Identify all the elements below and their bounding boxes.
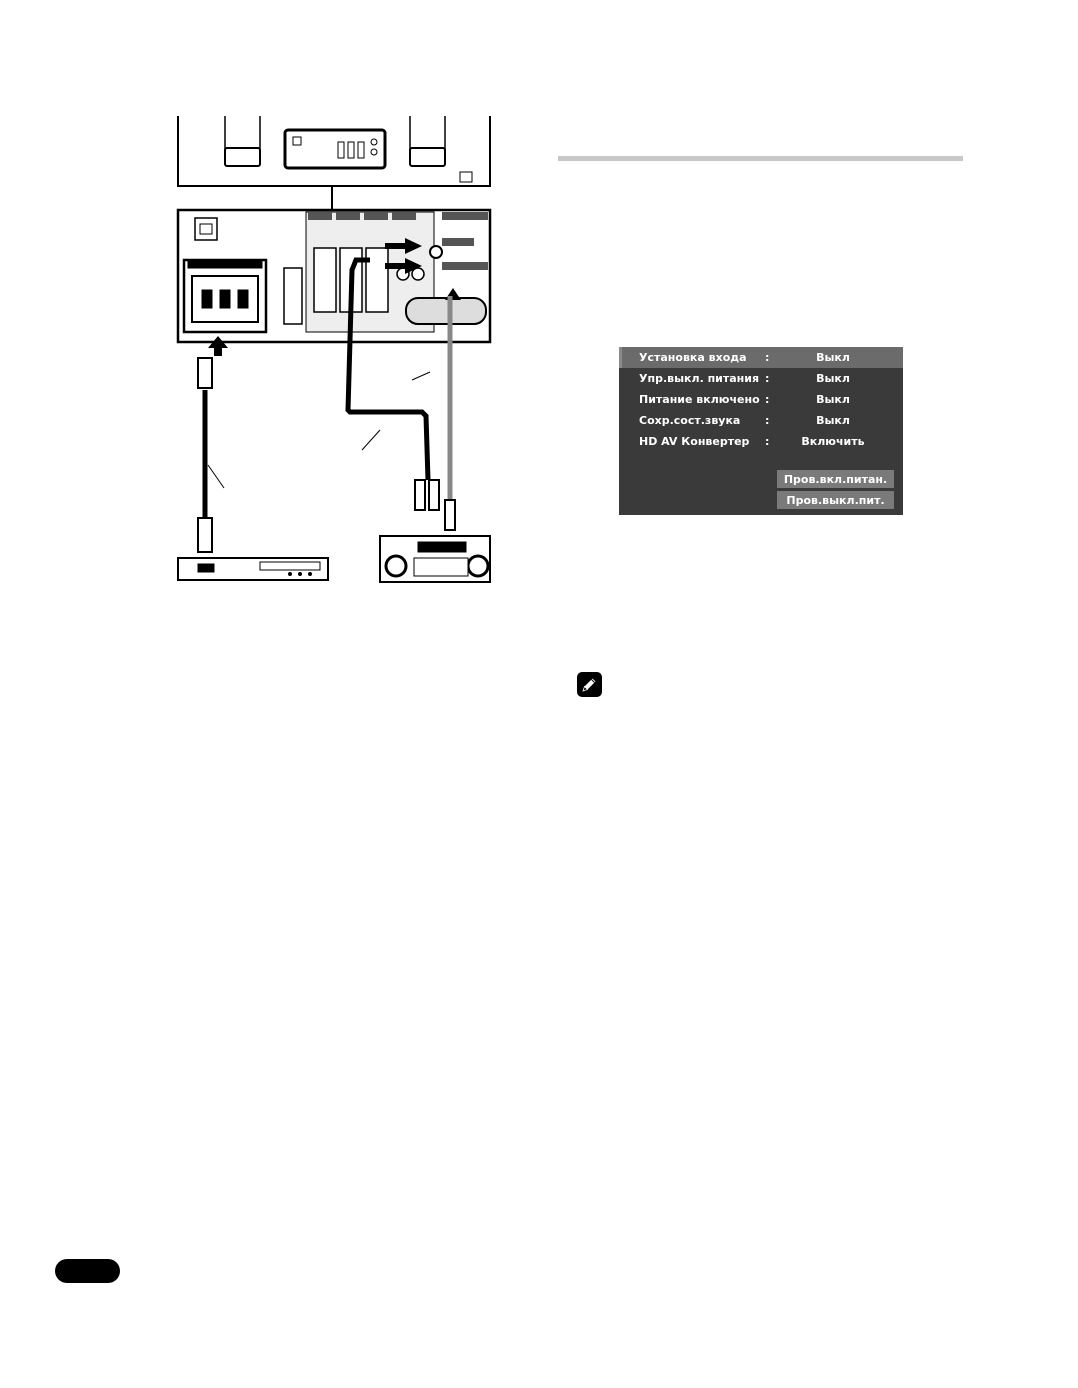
menu-row-colon: : <box>765 351 770 364</box>
menu-row-value: Выкл <box>816 414 850 427</box>
av-receiver <box>380 536 490 582</box>
page-number-tab <box>55 1259 120 1283</box>
connector-panel <box>178 210 490 342</box>
connection-diagram <box>160 100 505 595</box>
menu-row-colon: : <box>765 393 770 406</box>
power-off-check-button[interactable]: Пров.выкл.пит. <box>777 491 894 509</box>
tv-rear-panel <box>178 116 490 212</box>
menu-row-value: Выкл <box>816 372 850 385</box>
source-device <box>178 558 328 580</box>
menu-row-label: Упр.выкл. питания <box>639 372 760 385</box>
menu-row-label: HD AV Конвертер <box>639 435 750 448</box>
section-rule <box>558 156 963 161</box>
power-on-check-button[interactable]: Пров.вкл.питан. <box>777 470 894 488</box>
hdmi-cable <box>198 358 224 552</box>
menu-row-label: Сохр.сост.звука <box>639 414 741 427</box>
menu-row-colon: : <box>765 372 770 385</box>
menu-row-value: Включить <box>801 435 865 448</box>
menu-row-power-off-control[interactable] <box>619 368 903 389</box>
menu-row-colon: : <box>765 435 770 448</box>
menu-row-hd-av-converter[interactable] <box>619 431 903 452</box>
menu-row-sound-state[interactable] <box>619 410 903 431</box>
menu-row-value: Выкл <box>816 393 850 406</box>
menu-row-value: Выкл <box>816 351 850 364</box>
menu-row-power-on[interactable] <box>619 389 903 410</box>
menu-row-colon: : <box>765 414 770 427</box>
settings-menu <box>619 347 903 515</box>
pencil-note-icon <box>577 672 602 697</box>
menu-row-input-setup[interactable] <box>619 347 903 368</box>
menu-row-label: Установка входа <box>639 351 747 364</box>
menu-row-label: Питание включено <box>639 393 760 406</box>
